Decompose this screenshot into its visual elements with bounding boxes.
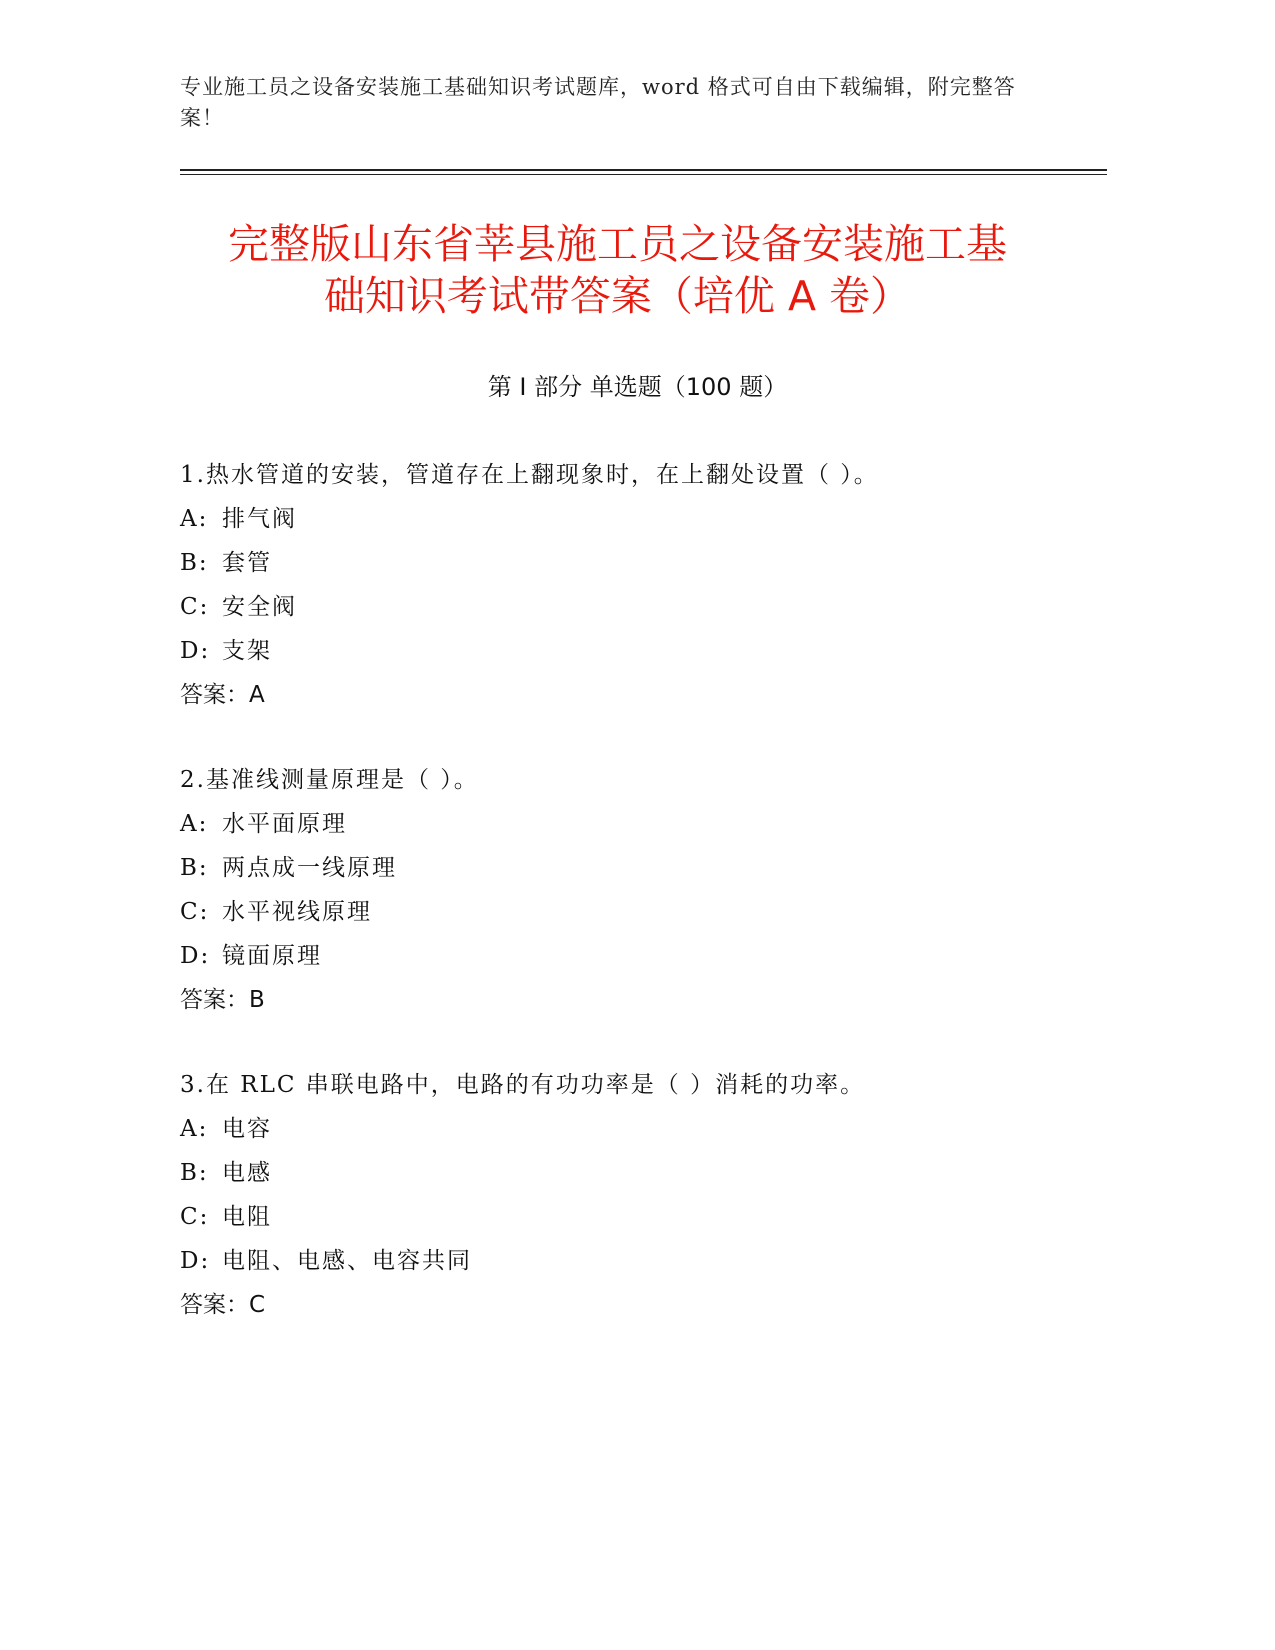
option-d <box>180 1239 1060 1283</box>
option-text: 排气阀 <box>222 506 297 532</box>
option-key: C: <box>180 594 210 620</box>
option-text: 电容 <box>222 1116 272 1142</box>
question-1 <box>180 453 1060 717</box>
option-c <box>180 585 1060 629</box>
option-key: B: <box>180 550 209 576</box>
option-text: 水平面原理 <box>222 811 347 837</box>
option-c <box>180 890 1060 934</box>
answer: 答案：B <box>180 987 265 1013</box>
option-b <box>180 1151 1060 1195</box>
option-text: 水平视线原理 <box>222 899 372 925</box>
option-key: A: <box>180 1116 209 1142</box>
option-a <box>180 1107 1060 1151</box>
option-d <box>180 934 1060 978</box>
question-stem: 2.基准线测量原理是（ ）。 <box>180 767 479 793</box>
answer: 答案：C <box>180 1292 266 1318</box>
option-key: B: <box>180 855 209 881</box>
option-d <box>180 629 1060 673</box>
option-text: 套管 <box>222 550 272 576</box>
section-title: 第 I 部分 单选题（100 题） <box>487 373 788 401</box>
option-a <box>180 497 1060 541</box>
option-text: 支架 <box>222 638 272 664</box>
option-text: 两点成一线原理 <box>222 855 397 881</box>
option-b <box>180 541 1060 585</box>
option-text: 电阻 <box>222 1204 272 1230</box>
option-c <box>180 1195 1060 1239</box>
option-key: A: <box>180 811 209 837</box>
question-2 <box>180 758 1060 1022</box>
option-key: A: <box>180 506 209 532</box>
option-text: 电感 <box>222 1160 272 1186</box>
option-key: B: <box>180 1160 209 1186</box>
option-a <box>180 802 1060 846</box>
question-stem: 3.在 RLC 串联电路中，电路的有功功率是（ ）消耗的功率。 <box>180 1072 866 1098</box>
option-text: 电阻、电感、电容共同 <box>222 1248 472 1274</box>
answer: 答案：A <box>180 682 265 708</box>
question-3 <box>180 1063 1060 1327</box>
header-rule-thick <box>180 169 1107 171</box>
option-key: D: <box>180 1248 211 1274</box>
option-key: D: <box>180 638 211 664</box>
option-key: D: <box>180 943 211 969</box>
option-text: 镜面原理 <box>222 943 322 969</box>
option-key: C: <box>180 899 210 925</box>
option-text: 安全阀 <box>222 594 297 620</box>
option-key: C: <box>180 1204 210 1230</box>
option-b <box>180 846 1060 890</box>
header-rule-thin <box>180 174 1107 175</box>
document-title-line-1: 完整版山东省莘县施工员之设备安装施工基 <box>228 220 1007 268</box>
document-title <box>150 218 1085 322</box>
header-note: 专业施工员之设备安装施工基础知识考试题库，word 格式可自由下载编辑，附完整答案！ <box>180 75 1016 130</box>
document-title-line-2: 础知识考试带答案（培优 A 卷） <box>323 272 912 320</box>
question-stem: 1.热水管道的安装，管道存在上翻现象时，在上翻处设置（ ）。 <box>180 462 879 488</box>
